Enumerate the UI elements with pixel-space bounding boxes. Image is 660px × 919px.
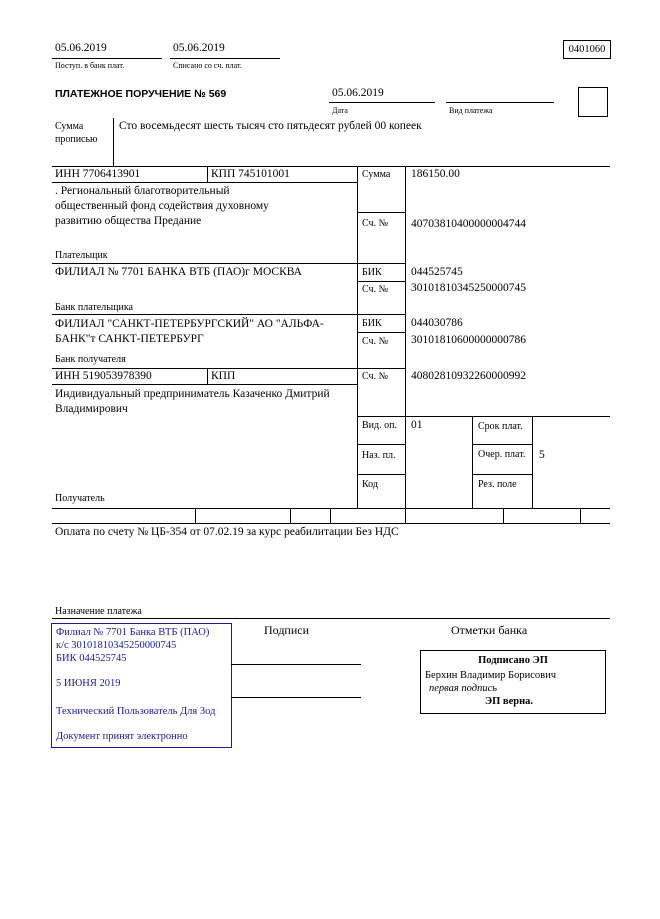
rec-inn-line [52, 384, 357, 385]
recipient-bank-name: ФИЛИАЛ "САНКТ-ПЕТЕРБУРГСКИЙ" АО "АЛЬФА-БАНК"т САНКТ-ПЕТЕРБУРГ [55, 318, 324, 345]
recipient-inn: ИНН 519053978390 [55, 370, 152, 382]
vid-op-value: 01 [411, 419, 423, 431]
payer-kpp: КПП 745101001 [211, 168, 290, 180]
tax-cell-div-6 [580, 508, 581, 523]
ep-box [420, 650, 606, 714]
payer-inn-line [52, 182, 357, 183]
order-date: 05.06.2019 [332, 87, 384, 99]
payer-corr-label: Сч. № [362, 284, 389, 295]
bank-marks-label: Отметки банка [451, 623, 528, 637]
ocher-label: Очер. плат. [478, 449, 526, 460]
ep-signer-name: Берхин Владимир Борисович [425, 670, 556, 681]
tax-cell-div-5 [503, 508, 504, 523]
recipient-bik: 044030786 [411, 317, 463, 329]
codes-vline-1 [472, 416, 473, 508]
payer-name: . Региональный благотворительный общественный фонд содействия духовному развитию общества Предание [55, 185, 269, 227]
payer-account: 40703810400000004744 [411, 218, 526, 230]
kod-label: Код [362, 479, 378, 490]
recipient-account-label: Сч. № [362, 371, 389, 382]
received-date: 05.06.2019 [55, 42, 107, 54]
debited-date-line [170, 58, 280, 59]
payment-purpose: Оплата по счету № ЦБ-354 от 07.02.19 за курс реабилитации Без НДС [55, 526, 399, 538]
codes-line-1-right [472, 444, 532, 445]
payer-bik-bottom-line [357, 281, 405, 282]
payer-bottom-line [52, 263, 405, 264]
rec-bik-bottom-line [357, 332, 405, 333]
recipient-bank-label: Банк получателя [55, 354, 126, 365]
debited-date: 05.06.2019 [173, 42, 225, 54]
order-date-label: Дата [332, 106, 348, 115]
debited-date-label: Списано со сч. плат. [173, 61, 242, 70]
purpose-label: Назначение платежа [55, 606, 142, 617]
stamp-line-3: БИК 044525745 [56, 653, 127, 664]
payment-type-label: Вид платежа [449, 106, 493, 115]
page-title: ПЛАТЕЖНОЕ ПОРУЧЕНИЕ № 569 [55, 88, 227, 100]
grid-vline-left [357, 166, 358, 508]
order-date-line [329, 102, 435, 103]
received-date-line [52, 58, 162, 59]
payment-type-line [446, 102, 554, 103]
stamp-date: 5 ИЮНЯ 2019 [56, 678, 121, 689]
payer-bik-label: БИК [362, 267, 382, 278]
line-after-amount-words [52, 166, 610, 167]
amount-label: Сумма [362, 169, 391, 180]
ep-first-sign: первая подпись [429, 683, 498, 694]
codes-vline-2 [532, 416, 533, 508]
received-date-label: Поступ. в банк плат. [55, 61, 125, 70]
signature-line-2 [231, 697, 361, 698]
vid-op-label: Вид. оп. [362, 420, 397, 431]
payer-inn: ИНН 7706413901 [55, 168, 141, 180]
stamp-line-2: к/с 30101810345250000745 [56, 640, 177, 651]
recipient-account: 40802810932260000992 [411, 370, 526, 382]
amount-value: 186150.00 [411, 168, 460, 180]
payer-account-label: Сч. № [362, 218, 389, 229]
signatures-label: Подписи [264, 623, 310, 637]
codes-line-2-left [357, 474, 405, 475]
payment-type-box [578, 87, 608, 117]
payer-label: Плательщик [55, 250, 108, 261]
bank-stamp [51, 623, 232, 748]
srok-label: Срок плат. [478, 421, 523, 432]
recipient-corr: 30101810600000000786 [411, 334, 526, 346]
payer-bank-label: Банк плательщика [55, 302, 133, 313]
recipient-label: Получатель [55, 493, 105, 504]
naz-pl-label: Наз. пл. [362, 450, 396, 461]
rec-bank-bottom-line [52, 368, 405, 369]
recipient-kpp: КПП [211, 370, 236, 382]
tax-cell-div-2 [290, 508, 291, 523]
rez-label: Рез. поле [478, 479, 517, 490]
payer-bik: 044525745 [411, 266, 463, 278]
payer-inn-kpp-divider [207, 166, 208, 182]
recipient-name: Индивидуальный предприниматель Казаченко Дмитрий Владимирович [55, 388, 330, 415]
grid-vline-mid [405, 166, 406, 508]
amount-words-label: Сумма прописью [55, 121, 98, 145]
tax-row-bottom-line [52, 523, 610, 524]
amount-bottom-line [357, 212, 405, 213]
form-code-box: 0401060 [563, 40, 611, 59]
tax-cell-div-4 [405, 508, 406, 523]
payer-corr: 30101810345250000745 [411, 282, 526, 294]
ocher-value: 5 [539, 449, 545, 461]
payer-bank-bottom-line [52, 314, 405, 315]
recipient-corr-label: Сч. № [362, 336, 389, 347]
recipient-inn-kpp-divider [207, 368, 208, 384]
stamp-line-5: Документ принят электронно [56, 731, 188, 742]
purpose-bottom-line [52, 618, 610, 619]
stamp-line-4: Технический Пользователь Для Зод [56, 706, 216, 717]
ep-signed: Подписано ЭП [478, 655, 548, 666]
codes-line-2-right [472, 474, 532, 475]
recipient-bik-label: БИК [362, 318, 382, 329]
amount-words-divider [113, 118, 114, 166]
stamp-line-1: Филиал № 7701 Банка ВТБ (ПАО) [56, 627, 210, 638]
codes-top-line [357, 416, 610, 417]
recipient-bottom-line [52, 508, 610, 509]
payer-bank-name: ФИЛИАЛ № 7701 БАНКА ВТБ (ПАО)г МОСКВА [55, 266, 302, 278]
ep-valid: ЭП верна. [485, 696, 534, 707]
tax-cell-div-1 [195, 508, 196, 523]
amount-words: Сто восемьдесят шесть тысяч сто пятьдесят рублей 00 копеек [119, 120, 422, 132]
tax-cell-div-3 [330, 508, 331, 523]
codes-line-1-left [357, 444, 405, 445]
signature-line-1 [231, 664, 361, 665]
